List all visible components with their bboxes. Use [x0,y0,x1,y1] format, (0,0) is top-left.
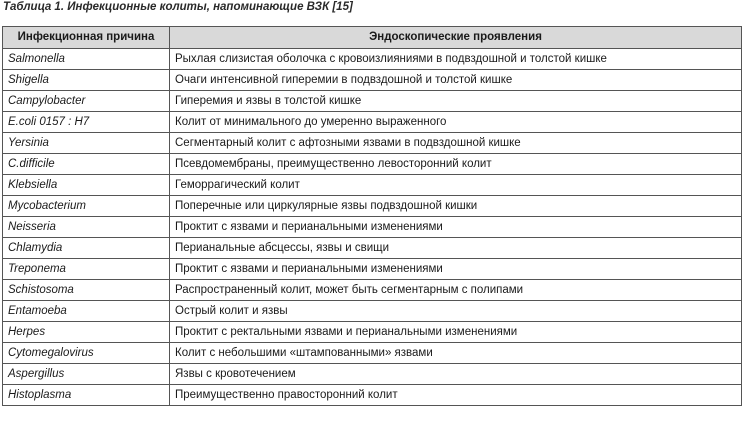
cell-infectious-cause: Schistosoma [3,280,170,301]
cell-endoscopic-finding: Острый колит и язвы [170,301,742,322]
cell-endoscopic-finding: Геморрагический колит [170,175,742,196]
table-row [3,175,742,196]
table-row [3,343,742,364]
table-row [3,49,742,70]
cell-endoscopic-finding: Колит от минимального до умеренно выраженного [170,112,742,133]
column-header-endoscopy: Эндоскопические проявления [170,27,742,49]
cell-infectious-cause: Cytomegalovirus [3,343,170,364]
cell-infectious-cause: Campylobacter [3,91,170,112]
cell-infectious-cause: Entamoeba [3,301,170,322]
cell-endoscopic-finding: Гиперемия и язвы в толстой кишке [170,91,742,112]
cell-infectious-cause: E.coli 0157 : H7 [3,112,170,133]
table-row [3,385,742,406]
column-header-cause: Инфекционная причина [3,27,170,49]
table-caption [3,1,353,13]
cell-infectious-cause: Mycobacterium [3,196,170,217]
table-row [3,364,742,385]
cell-endoscopic-finding: Распространенный колит, может быть сегментарным с полипами [170,280,742,301]
cell-infectious-cause: Neisseria [3,217,170,238]
table-row [3,91,742,112]
cell-endoscopic-finding: Проктит с язвами и перианальными изменениями [170,259,742,280]
table-row [3,133,742,154]
infectious-colitis-table [2,26,742,406]
cell-endoscopic-finding: Преимущественно правосторонний колит [170,385,742,406]
caption-text: Таблица 1. Инфекционные колиты, напоминающие ВЗК [ [3,1,337,13]
table-row [3,280,742,301]
cell-endoscopic-finding: Псевдомембраны, преимущественно левосторонний колит [170,154,742,175]
cell-infectious-cause: Yersinia [3,133,170,154]
cell-infectious-cause: Histoplasma [3,385,170,406]
table-body [3,49,742,406]
table-row [3,70,742,91]
cell-infectious-cause: Salmonella [3,49,170,70]
cell-endoscopic-finding: Язвы с кровотечением [170,364,742,385]
cell-infectious-cause: C.difficile [3,154,170,175]
caption-reference-link[interactable]: 15 [336,1,349,13]
table-row [3,322,742,343]
cell-infectious-cause: Klebsiella [3,175,170,196]
table-header-row [3,27,742,49]
cell-endoscopic-finding: Проктит с язвами и перианальными изменениями [170,217,742,238]
cell-endoscopic-finding: Перианальные абсцессы, язвы и свищи [170,238,742,259]
table-row [3,238,742,259]
table-row [3,301,742,322]
table-row [3,112,742,133]
table-row [3,217,742,238]
cell-endoscopic-finding: Сегментарный колит с афтозными язвами в подвздошной кишке [170,133,742,154]
cell-infectious-cause: Shigella [3,70,170,91]
cell-infectious-cause: Herpes [3,322,170,343]
table-row [3,196,742,217]
cell-infectious-cause: Aspergillus [3,364,170,385]
cell-endoscopic-finding: Поперечные или циркулярные язвы подвздошной кишки [170,196,742,217]
cell-endoscopic-finding: Рыхлая слизистая оболочка с кровоизлияниями в подвздошной и толстой кишке [170,49,742,70]
cell-infectious-cause: Treponema [3,259,170,280]
caption-suffix: ] [348,1,353,13]
cell-endoscopic-finding: Очаги интенсивной гиперемии в подвздошной и толстой кишке [170,70,742,91]
cell-endoscopic-finding: Проктит с ректальными язвами и перианальными изменениями [170,322,742,343]
table-row [3,154,742,175]
cell-infectious-cause: Chlamydia [3,238,170,259]
table-row [3,259,742,280]
cell-endoscopic-finding: Колит с небольшими «штампованными» язвами [170,343,742,364]
